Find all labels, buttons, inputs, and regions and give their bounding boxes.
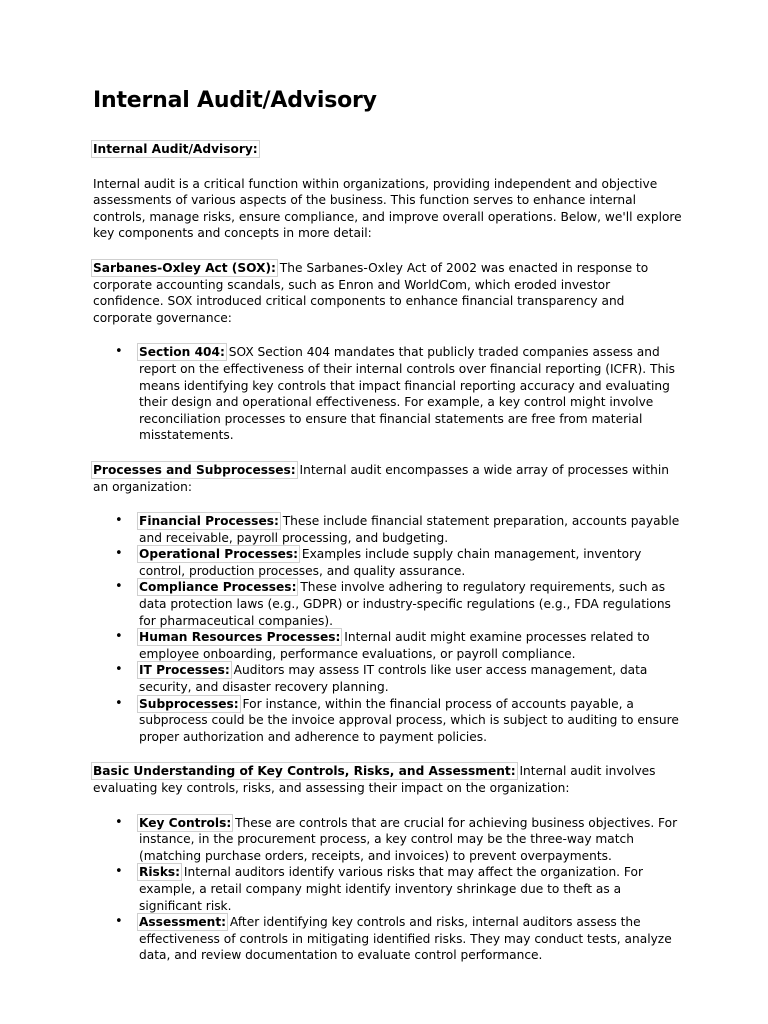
sox-paragraph <box>93 260 683 326</box>
list-item-label: Subprocesses: <box>139 696 239 711</box>
intro-heading: Internal Audit/Advisory: <box>93 142 258 156</box>
list-item-text: After identifying key controls and risks, internal auditors assess the effectiveness of controls in mitigating identified risks. They may conduct tests, analyze data, and review documentation to evaluate control performance. <box>139 915 672 963</box>
list-item-label: Human Resources Processes: <box>139 630 341 645</box>
sox-text: The Sarbanes-Oxley Act of 2002 was enacted in response to corporate accounting scandals, such as Enron and WorldCom, which eroded investor confidence. SOX introduced critical components to enhance financial transparency and corporate governance: <box>93 260 649 325</box>
controls-paragraph <box>93 763 683 796</box>
processes-paragraph <box>93 462 683 495</box>
list-item-label: Key Controls: <box>139 815 232 830</box>
page-title: Internal Audit/Advisory <box>93 88 377 113</box>
sox-heading: Sarbanes-Oxley Act (SOX): <box>93 260 276 275</box>
list-item-label: IT Processes: <box>139 663 230 678</box>
list-item <box>139 914 683 964</box>
sox-list <box>93 344 683 444</box>
list-item-text: Auditors may assess IT controls like user access management, data security, and disaster recovery planning. <box>139 663 648 695</box>
controls-list <box>93 815 683 964</box>
list-item-text: SOX Section 404 mandates that publicly traded companies assess and report on the effectiveness of their internal controls over financial reporting (ICFR). This means identifying key controls that impact financial reporting accuracy and evaluating their design and operational effectiveness. For example, a key control might involve reconciliation processes to ensure that financial statements are free from material misstatements. <box>139 345 675 443</box>
list-item-label: Compliance Processes: <box>139 580 297 595</box>
list-item-label: Financial Processes: <box>139 514 279 529</box>
list-item <box>139 344 683 444</box>
list-item <box>139 662 683 695</box>
list-item-text: These include financial statement preparation, accounts payable and receivable, payroll processing, and budgeting. <box>139 514 680 545</box>
controls-text: Internal audit involves evaluating key controls, risks, and assessing their impact on the organization: <box>93 764 656 795</box>
list-item <box>139 629 683 662</box>
list-item-label: Risks: <box>139 865 181 880</box>
list-item-text: Examples include supply chain management, inventory control, production processes, and quality assurance. <box>139 547 642 578</box>
list-item-text: Internal auditors identify various risks that may affect the organization. For example, a retail company might identify inventory shrinkage due to theft as a significant risk. <box>139 865 643 913</box>
list-item-label: Assessment: <box>139 915 227 930</box>
list-item-label: Operational Processes: <box>139 547 298 562</box>
list-item-text: These involve adhering to regulatory requirements, such as data protection laws (e.g., GDPR) or industry-specific regulations (e.g., FDA regulations for pharmaceutical companies). <box>139 580 671 628</box>
list-item <box>139 696 683 746</box>
list-item <box>139 864 683 914</box>
document-page <box>93 86 683 982</box>
processes-text: Internal audit encompasses a wide array of processes within an organization: <box>93 462 669 494</box>
list-item <box>139 815 683 865</box>
list-item-text: These are controls that are crucial for achieving business objectives. For instance, in the procurement process, a key control may be the three-way match (matching purchase orders, receipts, and invoices) to prevent overpayments. <box>139 815 678 863</box>
list-item-text: Internal audit might examine processes related to employee onboarding, performance evaluations, or payroll compliance. <box>139 630 650 661</box>
intro-paragraph: Internal audit is a critical function within organizations, providing independent and objective assessments of various aspects of the business. This function serves to enhance internal controls, manage risks, ensure compliance, and improve overall operations. Below, we'll explore key components and concepts in more detail: <box>93 176 682 241</box>
list-item <box>139 546 683 579</box>
list-item-text: For instance, within the financial process of accounts payable, a subprocess could be the invoice approval process, which is subject to auditing to ensure proper authorization and adherence to payment policies. <box>139 696 679 744</box>
list-item-label: Section 404: <box>139 345 225 360</box>
intro-heading-paragraph <box>93 141 683 158</box>
controls-heading: Basic Understanding of Key Controls, Risks, and Assessment: <box>93 764 516 779</box>
list-item <box>139 513 683 546</box>
list-item <box>139 579 683 629</box>
processes-heading: Processes and Subprocesses: <box>93 462 296 477</box>
processes-list <box>93 513 683 745</box>
